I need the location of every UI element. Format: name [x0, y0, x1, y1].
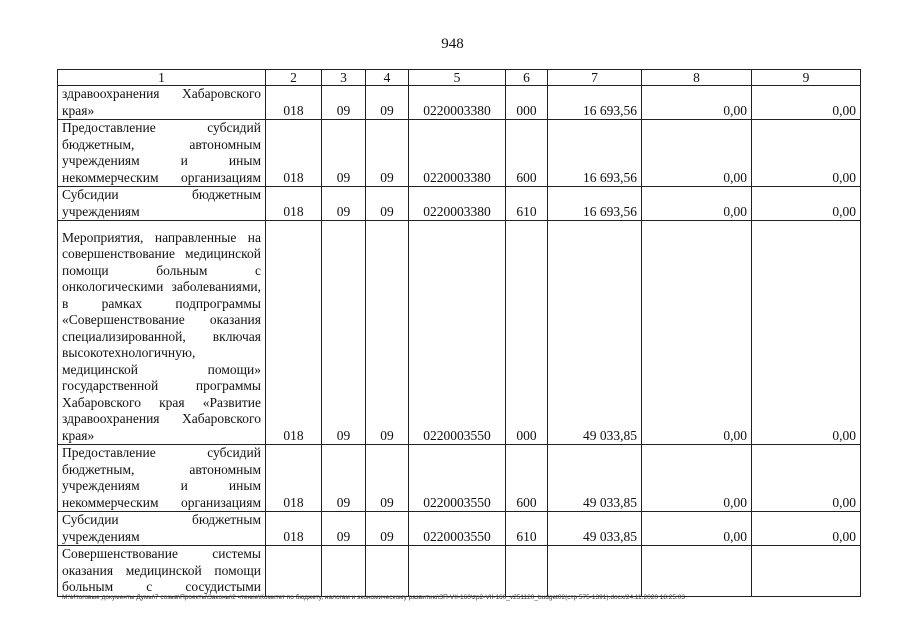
cell-subsection: 09: [366, 86, 409, 120]
cell-amount: 49 033,85: [548, 445, 642, 512]
table-row: [58, 187, 861, 221]
row-name: Мероприятия, направленные на совершенствование медицинской помощи больным с онкологическими заболеваниями, в рамках подпрограммы «Совершенствование оказания специализированной, включая высокотехнологичную, медицинской помощи» государственной программы Хабаровского края «Развитие здравоохранения Хабаровского края»: [58, 221, 266, 445]
cell-ministry: 018: [266, 221, 322, 445]
cell-amount: 0,00: [752, 221, 861, 445]
row-name: Субсидии бюджетным учреждениям: [58, 512, 266, 546]
cell-ministry: 018: [266, 86, 322, 120]
cell-amount: 0,00: [752, 445, 861, 512]
cell-amount: 0,00: [642, 512, 752, 546]
cell-amount: 0,00: [642, 86, 752, 120]
cell-section: 09: [322, 221, 366, 445]
header-cell: 9: [752, 70, 861, 86]
cell-amount: 0,00: [642, 120, 752, 187]
header-cell: 3: [322, 70, 366, 86]
table-row: [58, 445, 861, 512]
page-number: 948: [441, 36, 464, 52]
budget-table: [57, 69, 861, 597]
column-number-row: [58, 70, 861, 86]
header-cell: 8: [642, 70, 752, 86]
cell-subsection: 09: [366, 187, 409, 221]
row-name: Предоставление субсидий бюджетным, автономным учреждениям и иным некоммерческим организациям: [58, 445, 266, 512]
cell-ministry: 018: [266, 512, 322, 546]
cell-amount: 0,00: [752, 512, 861, 546]
cell-target: 0220003550: [409, 512, 506, 546]
cell-amount: [752, 546, 861, 597]
cell-subsection: [366, 546, 409, 597]
cell-amount: 49 033,85: [548, 512, 642, 546]
cell-expense-type: 610: [506, 512, 548, 546]
header-cell: 1: [58, 70, 266, 86]
cell-amount: 0,00: [642, 187, 752, 221]
cell-amount: 49 033,85: [548, 221, 642, 445]
cell-expense-type: [506, 546, 548, 597]
cell-subsection: 09: [366, 445, 409, 512]
cell-expense-type: 600: [506, 120, 548, 187]
cell-section: 09: [322, 187, 366, 221]
table-row: [58, 86, 861, 120]
cell-target: 0220003550: [409, 445, 506, 512]
table-row: [58, 221, 861, 445]
cell-expense-type: 000: [506, 221, 548, 445]
cell-ministry: 018: [266, 187, 322, 221]
cell-expense-type: 610: [506, 187, 548, 221]
footer-file-path: M:\Итоговые документы Думы\7 созыв\Проекты\Законы\2 чтение\Комитет по бюджету, налогам и экономическому развитию\ЗП-VII-160\zp2-VII-160_v251120_budget02(стр 575-1391).docx/24.11.2020 18:25:03: [62, 594, 686, 601]
header-cell: 6: [506, 70, 548, 86]
cell-expense-type: 000: [506, 86, 548, 120]
cell-section: 09: [322, 512, 366, 546]
row-name: Субсидии бюджетным учреждениям: [58, 187, 266, 221]
cell-amount: 0,00: [752, 187, 861, 221]
cell-expense-type: 600: [506, 445, 548, 512]
cell-amount: 0,00: [752, 86, 861, 120]
cell-section: 09: [322, 86, 366, 120]
cell-section: 09: [322, 120, 366, 187]
row-name: Предоставление субсидий бюджетным, автономным учреждениям и иным некоммерческим организациям: [58, 120, 266, 187]
cell-ministry: [266, 546, 322, 597]
cell-section: 09: [322, 445, 366, 512]
cell-amount: 16 693,56: [548, 86, 642, 120]
cell-amount: 16 693,56: [548, 187, 642, 221]
cell-ministry: 018: [266, 445, 322, 512]
row-name: Совершенствование системы оказания медицинской помощи больным с сосудистыми: [58, 546, 266, 597]
cell-subsection: 09: [366, 120, 409, 187]
cell-target: [409, 546, 506, 597]
cell-amount: [642, 546, 752, 597]
cell-amount: 0,00: [642, 445, 752, 512]
table-row: [58, 512, 861, 546]
table-row: [58, 120, 861, 187]
cell-target: 0220003380: [409, 120, 506, 187]
cell-target: 0220003550: [409, 221, 506, 445]
cell-amount: 16 693,56: [548, 120, 642, 187]
cell-subsection: 09: [366, 512, 409, 546]
cell-section: [322, 546, 366, 597]
row-name: здравоохранения Хабаровского края»: [58, 86, 266, 120]
cell-target: 0220003380: [409, 86, 506, 120]
cell-amount: 0,00: [642, 221, 752, 445]
header-cell: 5: [409, 70, 506, 86]
table-row: [58, 546, 861, 597]
header-cell: 2: [266, 70, 322, 86]
cell-target: 0220003380: [409, 187, 506, 221]
header-cell: 7: [548, 70, 642, 86]
cell-amount: 0,00: [752, 120, 861, 187]
cell-subsection: 09: [366, 221, 409, 445]
header-cell: 4: [366, 70, 409, 86]
cell-ministry: 018: [266, 120, 322, 187]
cell-amount: [548, 546, 642, 597]
